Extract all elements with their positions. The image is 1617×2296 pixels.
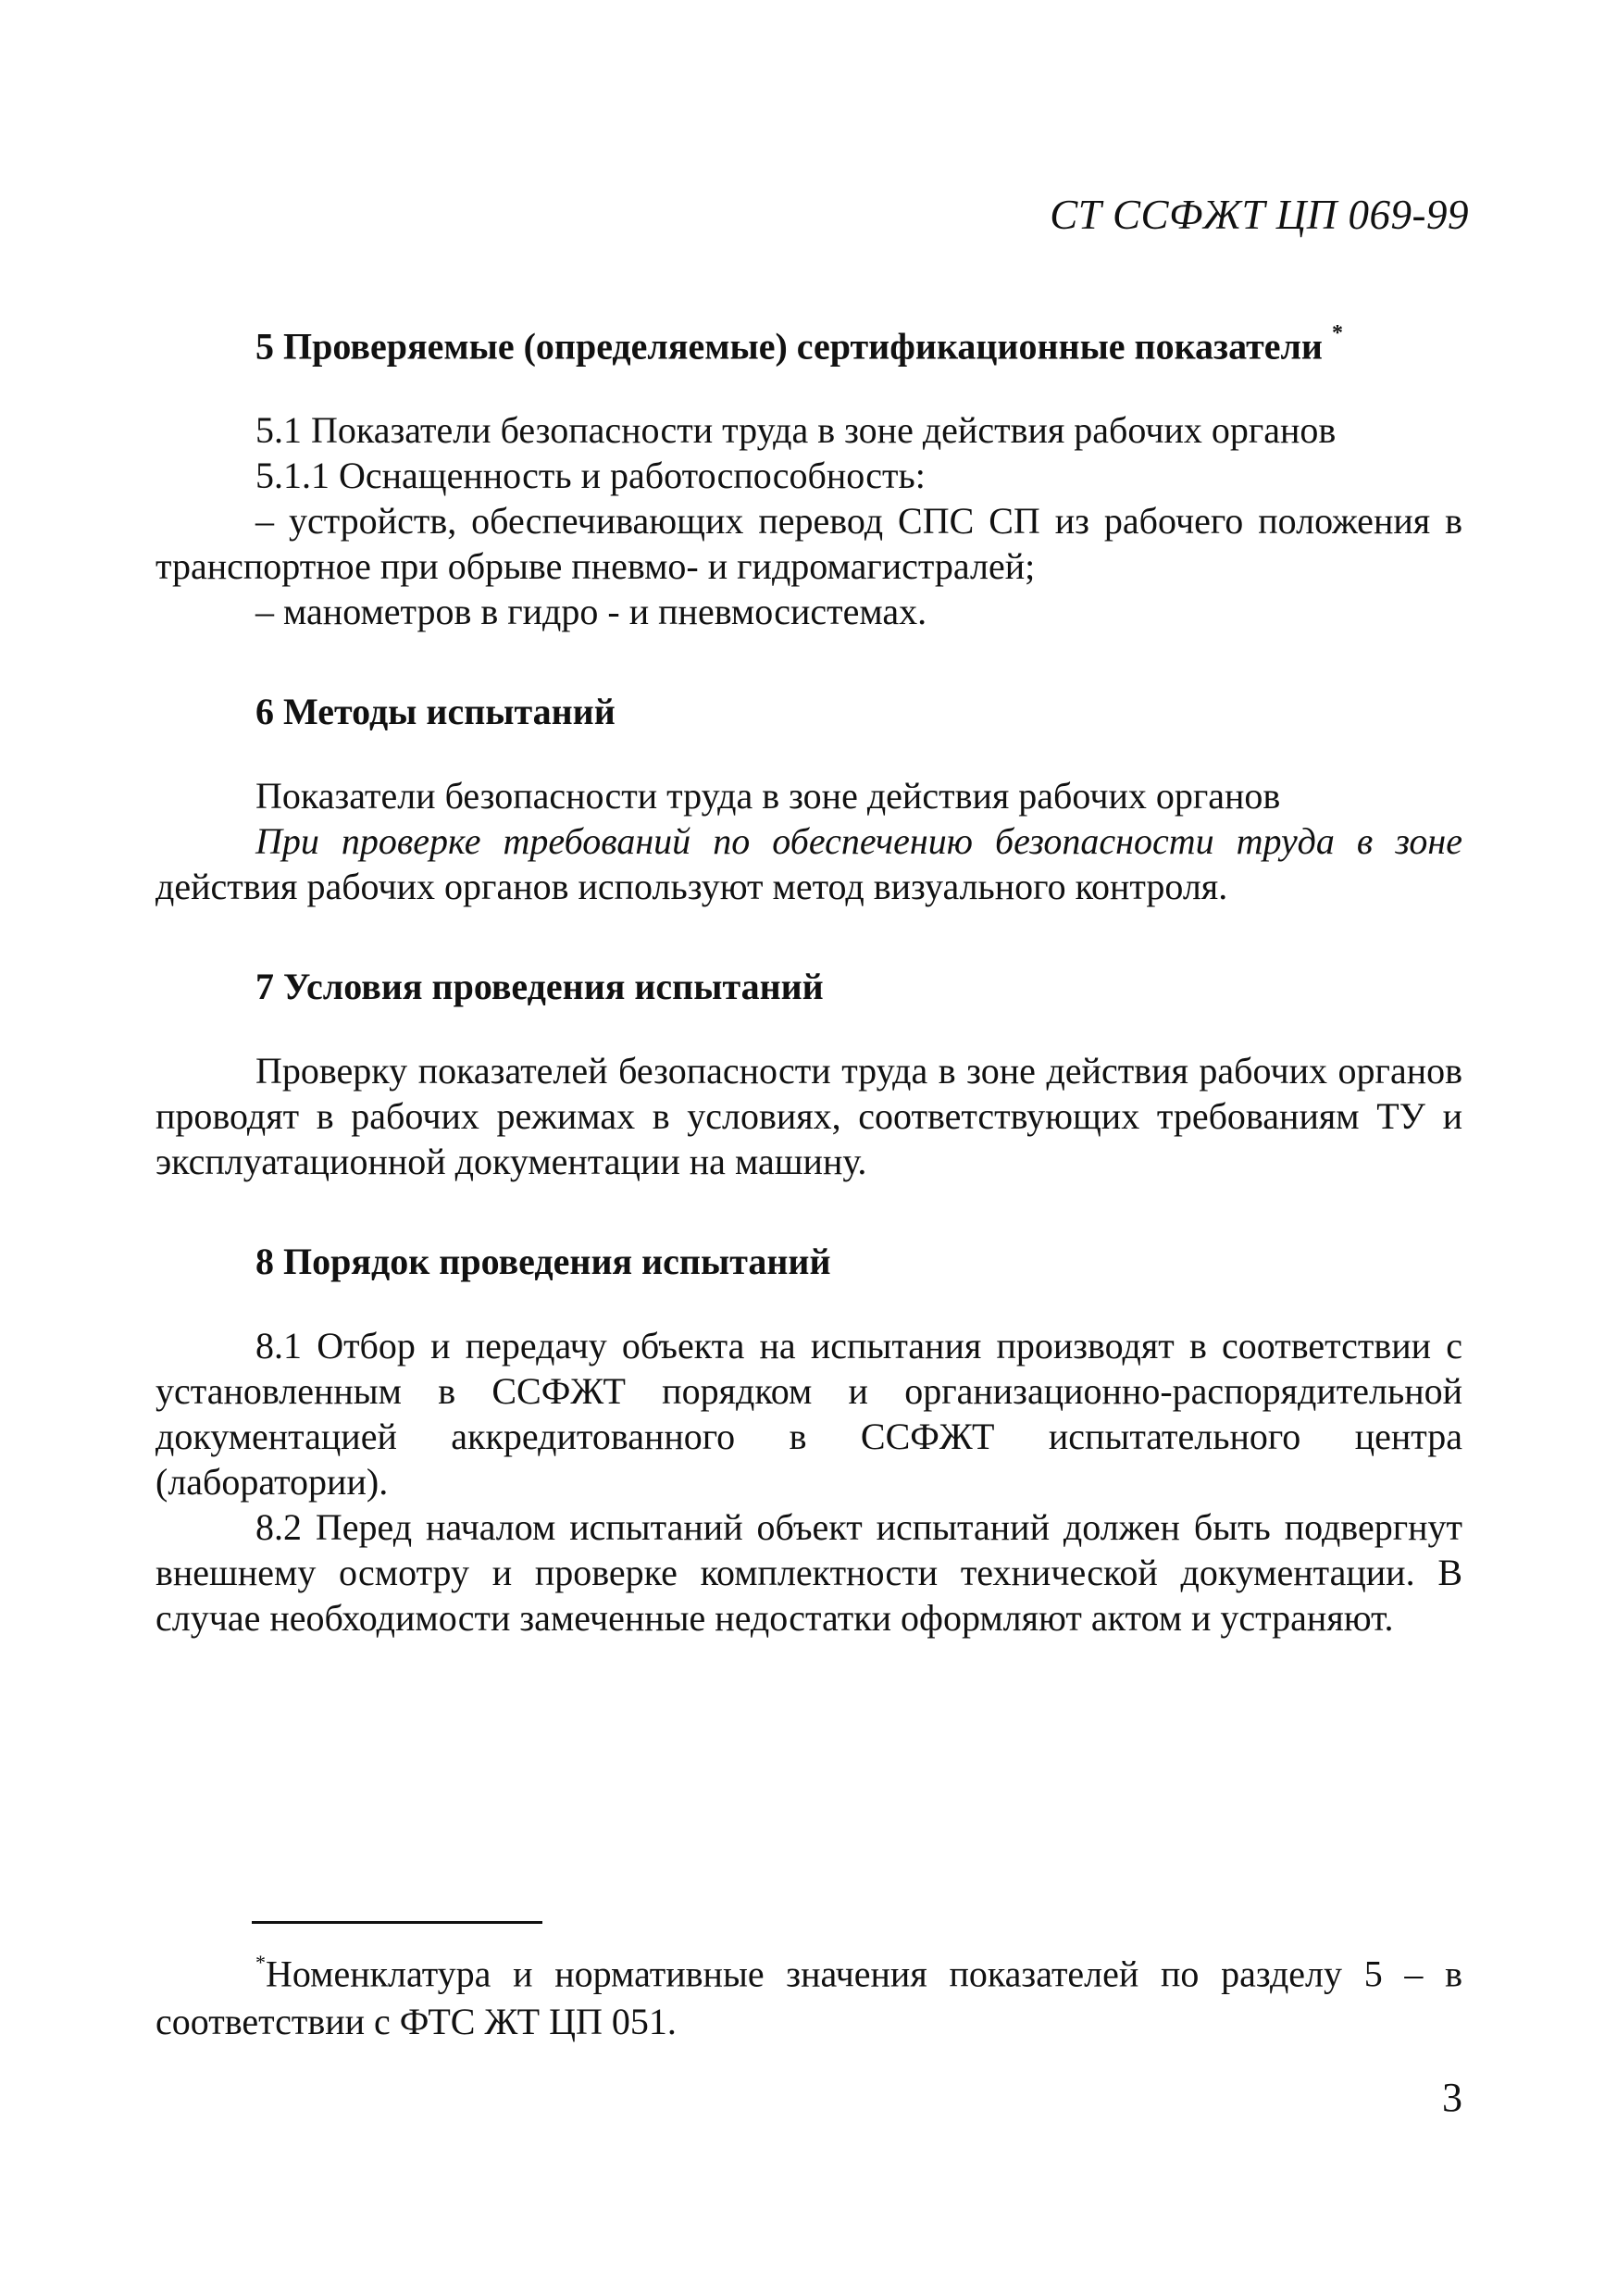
document-body	[155, 315, 1462, 1694]
paragraph-6-2	[155, 818, 1462, 909]
list-item-manometers: – манометров в гидро - и пневмосистемах.	[255, 591, 927, 633]
section-6-heading: 6 Методы испытаний	[255, 691, 616, 733]
footnote-divider	[252, 1921, 542, 1924]
section-6	[155, 688, 1462, 909]
document-code-header: СТ ССФЖТ ЦП 069-99	[1050, 192, 1469, 238]
paragraph-6-2-rest: действия рабочих органов используют метод визуального контроля.	[155, 866, 1228, 908]
footnote-mark: *	[255, 1951, 266, 1974]
section-7	[155, 963, 1462, 1184]
paragraph-8-2: 8.2 Перед началом испытаний объект испытаний должен быть подвергнут внешнему осмотру и проверке комплектности технической документации. В случае необходимости замеченные недостатки оформляют актом и устраняют.	[155, 1506, 1462, 1640]
section-8	[155, 1238, 1462, 1641]
page-number: 3	[1442, 2075, 1462, 2120]
paragraph-8-1: 8.1 Отбор и передачу объекта на испытания производят в соответствии с установленным в ССФЖТ порядком и организационно-распорядительной документацией аккредитованного в ССФЖТ испытательного центра (лаборатории).	[155, 1325, 1462, 1504]
section-7-heading: 7 Условия проведения испытаний	[255, 966, 824, 1008]
footnote-text: Номенклатура и нормативные значения показателей по разделу 5 – в соответствии с ФТС ЖТ ЦП 051.	[155, 1953, 1462, 2043]
paragraph-5-1-1: 5.1.1 Оснащенность и работоспособность:	[255, 455, 926, 497]
section-5	[155, 315, 1462, 634]
paragraph-6-1: Показатели безопасности труда в зоне действия рабочих органов	[255, 775, 1281, 817]
list-item-devices: – устройств, обеспечивающих перевод СПС СП из рабочего положения в транспортное при обрыве пневмо- и гидромагистралей;	[155, 500, 1462, 588]
section-5-heading-text: 5 Проверяемые (определяемые) сертификационные показатели	[255, 325, 1323, 368]
section-5-heading	[255, 315, 1462, 370]
footnote	[155, 1942, 1462, 2046]
paragraph-5-1: 5.1 Показатели безопасности труда в зоне действия рабочих органов	[255, 409, 1337, 452]
paragraph-6-2-italic: При проверке требований по обеспечению безопасности труда в зоне	[255, 820, 1462, 863]
section-8-heading: 8 Порядок проведения испытаний	[255, 1241, 831, 1283]
footnote-reference-mark: *	[1331, 321, 1343, 345]
paragraph-7-1: Проверку показателей безопасности труда в зоне действия рабочих органов проводят в рабочих режимах в условиях, соответствующих требованиям ТУ и эксплуатационной документации на машину.	[155, 1050, 1462, 1183]
